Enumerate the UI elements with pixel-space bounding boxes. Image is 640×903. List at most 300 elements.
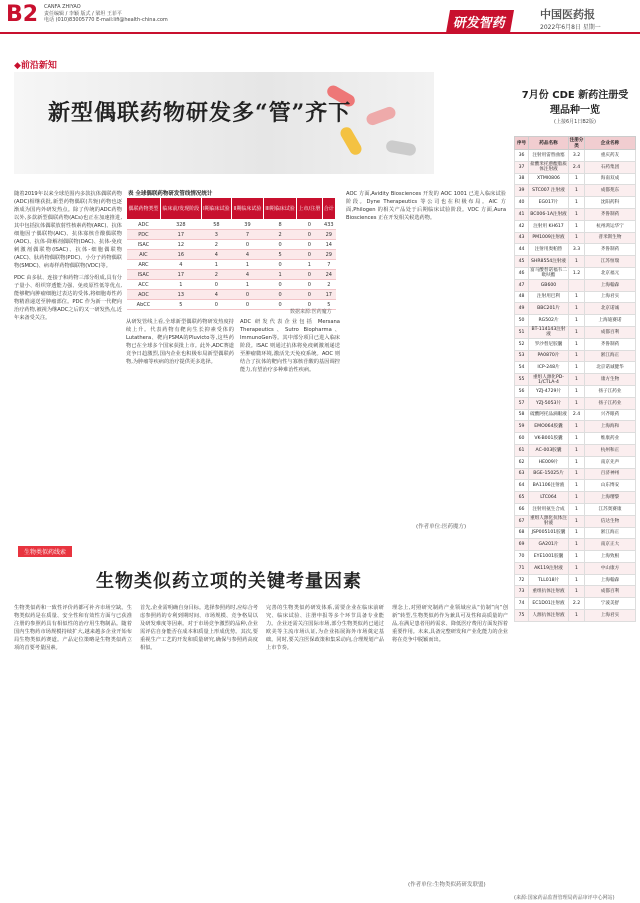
table-cell: 4 <box>160 260 201 270</box>
table-cell: 1 <box>569 291 585 303</box>
table-cell: SHR8554注射液 <box>529 256 569 268</box>
table-header: 药品名称 <box>529 137 569 150</box>
table-cell: 39 <box>232 220 264 230</box>
table-cell: 17 <box>160 270 201 280</box>
page-header <box>0 0 640 34</box>
table-cell: 浙江海正 <box>585 527 636 539</box>
table-row <box>515 586 636 598</box>
table-cell: 1 <box>569 610 585 622</box>
table-cell: PM1009注射液 <box>529 232 569 244</box>
table-cell: 41 <box>515 208 529 220</box>
table-cell: 7 <box>322 260 335 270</box>
table-cell: AbCC <box>127 300 161 310</box>
table-cell: 1 <box>569 562 585 574</box>
table-cell: 1 <box>569 515 585 527</box>
table-cell: EMO064胶囊 <box>529 421 569 433</box>
paragraph: 随着2019年以来全球范围内多款抗体偶联药物(ADC)相继获批,新型药物偶联(共轭)药物也逐渐成为国内外研发热点。除了传统的ADC药物以外,多款新型偶联药物(ACs)也正在加速推进,其中包括抗体偶联放射性核素药物(ARC)、抗体细胞因子偶联物(AIC)、抗体寡核苷酸偶联物(AOC)、抗体-降解剂偶联物(DAC)、抗体-免疫刺激剂偶联物(ISAC)、抗体-细胞偶联物(ACC)、肽药物偶联物(PDC)、小分子药物偶联物(SMDC)、病毒样药物偶联物(VDC)等。 <box>14 191 122 269</box>
page-number: B2 <box>6 2 39 27</box>
table-cell: 4 <box>232 250 264 260</box>
article-column-1: 生物类似药和一致性评价药都可补齐市场空缺。生物类似药是在质量、安全性和有效性方面与已获准注册的参照药具有相似性的治疗用生物制品。随着国内生物药市场规模持续扩大,越来越多企业开始布局生物类似药赛道。产品定位策略是生物类似药立项的首要考量因素。 <box>14 605 132 651</box>
pill-icon <box>365 105 397 127</box>
table-cell: 石药集团 <box>585 161 636 173</box>
table-header: I期临床试验 <box>201 198 231 220</box>
table-row <box>515 574 636 586</box>
table-title: 表 全球偶联药物研发管线情况统计 <box>128 191 213 197</box>
table-cell: 1 <box>569 551 585 563</box>
table-cell: 3.3 <box>569 244 585 256</box>
table-cell: VK-B001胶囊 <box>529 433 569 445</box>
table-cell: 上海君实 <box>585 291 636 303</box>
table-cell: 1 <box>201 260 231 270</box>
table-header: 注册分类 <box>569 138 584 149</box>
table-cell: EYE1001胶囊 <box>529 551 569 563</box>
table-row <box>515 610 636 622</box>
table-cell: 1 <box>569 456 585 468</box>
table-cell: 注射用氨生合成 <box>529 503 569 515</box>
table-cell: EG017片 <box>529 197 569 209</box>
table-cell: 0 <box>263 260 296 270</box>
table-cell: AIC <box>127 250 161 260</box>
table-row <box>515 279 636 291</box>
table-cell: 38 <box>515 173 529 185</box>
table-row <box>127 260 336 270</box>
table-cell: 62 <box>515 456 529 468</box>
table-cell: 海南双成 <box>585 173 636 185</box>
table-cell: 5 <box>322 300 335 310</box>
table-cell: 50 <box>515 315 529 327</box>
table-row <box>127 250 336 260</box>
table-cell: 信达生物 <box>585 515 636 527</box>
table-cell: XTMI0806 <box>529 173 569 185</box>
article-headline: 新型偶联药物研发多“管”齐下 <box>48 100 352 126</box>
table-row <box>515 185 636 197</box>
table-header: III期临床试验 <box>263 198 296 220</box>
table-cell: 上海翰森 <box>585 574 636 586</box>
table-row <box>515 256 636 268</box>
table-cell: 1 <box>569 197 585 209</box>
table-row <box>515 291 636 303</box>
table-cell: 北京福元 <box>585 267 636 279</box>
table-cell: 0 <box>263 240 296 250</box>
table-cell: 0 <box>232 290 264 300</box>
table-cell: 2.2 <box>569 598 585 610</box>
table-cell: 433 <box>324 221 334 228</box>
column-tag: 生物类似药线索 <box>18 546 72 557</box>
table-cell: 1 <box>569 421 585 433</box>
table-cell: 扬子江药业 <box>585 397 636 409</box>
table-cell: 1 <box>569 220 585 232</box>
table-cell: 重组人源化抗体注射液 <box>530 516 567 527</box>
table-cell: 重组抗体注射液 <box>529 586 569 598</box>
table-cell: 1 <box>569 468 585 480</box>
table-row <box>515 480 636 492</box>
table-cell: 1 <box>569 315 585 327</box>
table-row <box>127 280 336 290</box>
table-cell: 68 <box>515 527 529 539</box>
table-cell: 2.4 <box>569 161 585 173</box>
table-cell: 注射用 KH617 <box>529 220 569 232</box>
table-source: 数据来源:医药魔方 <box>290 309 332 315</box>
table-cell: 1 <box>569 527 585 539</box>
table-cell: 1 <box>160 280 201 290</box>
table-cell: 0 <box>232 300 264 310</box>
table-header: II期临床试验 <box>232 198 264 220</box>
table-cell: 1.2 <box>569 267 585 279</box>
table-cell: AOC <box>127 290 161 300</box>
table-cell: ICP-248片 <box>529 362 569 374</box>
table-row <box>515 551 636 563</box>
table-row <box>515 197 636 209</box>
table-cell: 1 <box>569 503 585 515</box>
table-cell: 1 <box>569 173 585 185</box>
table-row <box>515 562 636 574</box>
table-cell: ISAC <box>127 240 161 250</box>
table-row <box>127 240 336 250</box>
table-cell: 扬子江药业 <box>585 385 636 397</box>
table-cell: YZJ-4729片 <box>529 385 569 397</box>
table-cell: 注射用雷替曲塞 <box>529 150 569 162</box>
table-cell: 2 <box>263 230 296 240</box>
table-cell: 1 <box>569 539 585 551</box>
table-cell: 宁波美舒 <box>585 598 636 610</box>
table-cell: 47 <box>515 279 529 291</box>
table-header: 企业名称 <box>585 137 636 150</box>
author-note: (作者单位:生物类似药研发联盟) <box>408 882 486 888</box>
table-cell: 中山康方 <box>585 562 636 574</box>
table-cell: 普米斯生物 <box>585 232 636 244</box>
section-tag: 研发智药 <box>446 10 514 33</box>
table-cell: 1 <box>569 385 585 397</box>
table-cell: 盐酸米托蒽醌脂质体注射液 <box>530 162 567 173</box>
table-cell: 0 <box>263 300 296 310</box>
table-row <box>515 338 636 350</box>
header-info-line: 责任编辑 / 李颖 版式 / 梁坦 王菲平 <box>44 10 122 17</box>
table-cell: 64 <box>515 480 529 492</box>
table-row <box>515 173 636 185</box>
table-cell: 杭州鸿运华宁 <box>585 220 636 232</box>
table-cell: 36 <box>515 150 529 162</box>
table-cell: 1 <box>569 480 585 492</box>
table-cell: 0 <box>201 300 231 310</box>
table-cell: 重庆药友 <box>585 150 636 162</box>
table-cell: 成都百利 <box>585 586 636 598</box>
author-note: (作者单位:医药魔方) <box>416 524 467 530</box>
table-cell: ADC <box>127 220 161 230</box>
table-cell: 1 <box>569 350 585 362</box>
table-cell: 5 <box>160 300 201 310</box>
table-cell: 54 <box>515 362 529 374</box>
table-cell: 兴齐眼药 <box>585 409 636 421</box>
table-cell: 百济神州 <box>585 468 636 480</box>
table-cell: 24 <box>322 270 335 280</box>
table-cell: 0 <box>201 280 231 290</box>
table-cell: 1 <box>569 397 585 409</box>
table-row <box>515 220 636 232</box>
table-cell: 0 <box>232 240 264 250</box>
table-cell: 0 <box>297 240 322 250</box>
table-row <box>515 421 636 433</box>
table-cell: JSP005101胶囊 <box>529 527 569 539</box>
table-cell: 齐鲁制药 <box>585 244 636 256</box>
table-row <box>515 350 636 362</box>
table-cell: BBC201片 <box>529 303 569 315</box>
table-row <box>515 539 636 551</box>
pill-icon <box>385 139 417 156</box>
article-column-3: ADC 研发代表企业包括 Mersana Therapeutics、Sutro Biopharma、ImmunoGen等。其中部分项目已进入临床阶段。ISAC 则通过抗体将免疫刺激剂递送至肿瘤微环境,激活先天免疫系统。AOC 则结合了抗体的靶向性与寡核苷酸的基因调控能力,有望治疗多种难治性疾病。 <box>240 319 340 373</box>
table-cell: 1 <box>569 232 585 244</box>
sidebar-title: 7月份 CDE 新药注册受理品种一览 <box>521 90 629 116</box>
article-column-2: 从研发管线上看,全球新型偶联药物研发热度持续上升。代表药物有靶向生长抑素受体的Lutathera、靶向PSMA的Pluvicto等,这些药物已在全球多个国家获批上市。此外,ADC赛道竞争日趋激烈,国内企业也积极布局新型偶联药物,为肿瘤等疾病的治疗提供更多选择。 <box>126 319 234 365</box>
table-cell: 67 <box>515 515 529 527</box>
table-cell: 72 <box>515 574 529 586</box>
table-cell: 59 <box>515 421 529 433</box>
article-column-4: 理念上,对照研究制药产业领域应从“仿制”向“创新”转型,生物类似药作为兼具可及性和高质量的产品,在满足患者用药需求、降低医疗费用方面发挥着重要作用。未来,具备完整研发和产业化能力的企业将在竞争中脱颖而出。 <box>392 605 508 643</box>
table-header: 临床前/发现阶段 <box>160 198 201 220</box>
table-cell: 58 <box>201 220 231 230</box>
table-cell: 维康药业 <box>585 433 636 445</box>
table-cell: YZJ-5053片 <box>529 397 569 409</box>
table-cell: 44 <box>515 244 529 256</box>
table-cell: 53 <box>515 350 529 362</box>
table-cell: 1 <box>569 256 585 268</box>
table-cell: 南京正大 <box>585 539 636 551</box>
table-cell: 罗沙替尼胶囊 <box>529 338 569 350</box>
registration-table <box>514 136 636 622</box>
article-column-4: AOC 方面,Avidity Biosciences 开发的 AOC 1001 已进入临床试验阶段。Dyne Therapeutics 等公司也在积极布局。AIC 方面,Philogen 的相关产品处于后期临床试验阶段。VDC 方面,Aura Biosciences 正在开发相关候选药物。 <box>346 191 506 221</box>
column-tag: ◆前沿新知 <box>14 61 57 71</box>
table-cell: RG502片 <box>529 315 569 327</box>
table-row <box>515 433 636 445</box>
table-cell: 71 <box>515 562 529 574</box>
pill-icon <box>338 125 363 157</box>
table-cell: 1 <box>232 260 264 270</box>
table-cell: 1 <box>569 444 585 456</box>
table-cell: 北京诺诚 <box>585 303 636 315</box>
table-cell: 沈阳药科 <box>585 197 636 209</box>
table-cell: BA1106注射液 <box>529 480 569 492</box>
table-cell: 58 <box>515 409 529 421</box>
table-row <box>127 270 336 280</box>
table-row <box>515 315 636 327</box>
table-cell: 61 <box>515 444 529 456</box>
header-info-line: 电话 (010)83005770 E-mail:lifi@health-china.com <box>44 17 168 23</box>
table-cell: 南京先声 <box>585 456 636 468</box>
table-cell: 66 <box>515 503 529 515</box>
table-cell: 1 <box>569 574 585 586</box>
table-row <box>515 492 636 504</box>
table-cell: 3.2 <box>569 150 585 162</box>
article-column-2: 首先,企业需明确自身目标。选择参照药时,应综合考虑参照药的专利到期时间、市场规模、竞争格局以及研发难度等因素。对于市场竞争激烈的品种,企业需评估自身能否在成本和质量上形成优势。其次,要重视生产工艺的开发和质量研究,确保与参照药高度相似。 <box>140 605 258 651</box>
table-cell: 75 <box>515 610 529 622</box>
table-cell: GA201片 <box>529 539 569 551</box>
table-cell: 45 <box>515 256 529 268</box>
table-cell: 1 <box>569 492 585 504</box>
table-row <box>515 515 636 527</box>
table-cell: 1 <box>569 208 585 220</box>
table-cell: 73 <box>515 586 529 598</box>
table-row <box>127 220 336 230</box>
table-header: 合计 <box>322 198 335 220</box>
table-cell: 56 <box>515 385 529 397</box>
table-cell: 60 <box>515 433 529 445</box>
table-cell: 13 <box>160 290 201 300</box>
table-cell: 0 <box>297 270 322 280</box>
sidebar-source: (来源:国家药品监督管理局药品审评中心网站) <box>514 895 615 901</box>
header-info <box>44 4 168 24</box>
article-headline: 生物类似药立项的关键考量因素 <box>96 571 362 592</box>
table-row <box>515 385 636 397</box>
table-cell: 重组人源化PD-1/CTLA-4 <box>529 374 569 386</box>
table-cell: 3 <box>201 230 231 240</box>
table-cell: 注射用奥帕替 <box>529 244 569 256</box>
table-cell: AC-003胶囊 <box>529 444 569 456</box>
table-cell: 富马酸替诺福韦二吡呋酯 <box>530 268 567 279</box>
issue-date: 2022年6月8日 星期一 <box>540 24 601 31</box>
table-cell: 0 <box>297 290 322 300</box>
table-cell: 成都苑东 <box>585 185 636 197</box>
table-cell: 1 <box>232 280 264 290</box>
header-info-line: CANFA ZHIYAO <box>44 4 81 10</box>
table-cell: 上海君实 <box>585 610 636 622</box>
table-cell: 2 <box>201 270 231 280</box>
table-cell: 1 <box>263 270 296 280</box>
table-cell: 硫酸阿托品滴眼液 <box>529 409 569 421</box>
table-cell: 328 <box>160 220 201 230</box>
table-cell: 1 <box>569 362 585 374</box>
table-header: 偶联药物类型 <box>127 198 161 220</box>
table-cell: 57 <box>515 397 529 409</box>
table-cell: 0 <box>297 250 322 260</box>
table-cell: 65 <box>515 492 529 504</box>
table-cell: 52 <box>515 338 529 350</box>
table-cell: BC006-1A注射液 <box>529 208 569 220</box>
table-cell: 浙江海正 <box>585 350 636 362</box>
table-cell: 上海海和 <box>585 421 636 433</box>
table-cell: HE009片 <box>529 456 569 468</box>
table-row <box>515 362 636 374</box>
table-cell: 70 <box>515 551 529 563</box>
table-row <box>515 409 636 421</box>
table-header: 序号 <box>515 137 529 150</box>
table-cell: 成都百利 <box>585 326 636 338</box>
table-row <box>515 208 636 220</box>
pipeline-table <box>126 197 336 310</box>
table-cell: 55 <box>515 374 529 386</box>
table-cell: EC1D01注射液 <box>529 598 569 610</box>
table-cell: AK119注射液 <box>529 562 569 574</box>
table-cell: 43 <box>515 232 529 244</box>
table-cell: 上海迪赛诺 <box>585 315 636 327</box>
table-cell: PA0870片 <box>529 350 569 362</box>
table-cell: 4 <box>201 290 231 300</box>
table-row <box>515 444 636 456</box>
table-cell: 17 <box>322 290 335 300</box>
table-cell: PDC <box>127 230 161 240</box>
paragraph: PDC 由多肽、连接子和药物三部分组成,具有分子量小、组织穿透能力强、免疫原性低等优点,能够靶向肿瘤细胞过表达的受体,将细胞毒性药物精准递送至肿瘤部位。PDC 作为新一代靶向治疗药物,被视为继ADC之后的又一研发热点,近年来备受关注。 <box>14 275 122 321</box>
table-cell: 29 <box>322 250 335 260</box>
table-cell: ACC <box>127 280 161 290</box>
table-cell: 注射用巴利 <box>529 291 569 303</box>
table-row <box>515 503 636 515</box>
table-cell: ARC <box>127 260 161 270</box>
table-cell: ISAC <box>127 270 161 280</box>
table-row <box>515 326 636 338</box>
table-row <box>515 374 636 386</box>
table-row <box>515 267 636 279</box>
table-cell: 51 <box>515 326 529 338</box>
table-cell: BGE-15025片 <box>529 468 569 480</box>
table-cell: 49 <box>515 303 529 315</box>
table-cell: 江苏奥赛康 <box>585 503 636 515</box>
table-cell: 0 <box>263 290 296 300</box>
table-cell: 7 <box>232 230 264 240</box>
table-row <box>515 456 636 468</box>
table-cell: STC007 注射液 <box>529 185 569 197</box>
table-row <box>515 527 636 539</box>
table-cell: 1 <box>569 433 585 445</box>
table-cell: 4 <box>232 270 264 280</box>
article-column-1 <box>14 190 122 530</box>
table-cell: 0 <box>297 230 322 240</box>
table-cell: 8 <box>263 220 296 230</box>
table-cell: 2.4 <box>569 409 585 421</box>
table-cell: 4 <box>201 250 231 260</box>
table-row <box>515 468 636 480</box>
table-cell: 12 <box>160 240 201 250</box>
table-cell: 37 <box>515 161 529 173</box>
table-cell: 2 <box>201 240 231 250</box>
table-cell: 0 <box>297 300 322 310</box>
table-cell: 1 <box>569 586 585 598</box>
table-cell: 17 <box>160 230 201 240</box>
table-cell: GB600 <box>529 279 569 291</box>
table-header: 上市/注册 <box>297 198 322 220</box>
table-cell <box>569 279 585 291</box>
table-cell: 46 <box>515 267 529 279</box>
table-cell: 1 <box>569 185 585 197</box>
table-cell: 1 <box>569 303 585 315</box>
article-column-3: 完善的生物类似药研发体系,需要企业在临床前研究、临床试验、注册申报等多个环节具备专业能力。企业还需关注国际市场,部分生物类似药已通过欧美等主流市场认证,为企业拓展海外市场奠定基础。同时,要关注医保政策和集采动向,合理规划产品上市节奏。 <box>266 605 384 651</box>
table-row <box>515 244 636 256</box>
table-cell: 16 <box>160 250 201 260</box>
table-cell: 1 <box>569 326 585 338</box>
table-cell: 1 <box>569 374 585 386</box>
table-cell: 北京诺诚健华 <box>585 362 636 374</box>
table-cell: 0 <box>263 280 296 290</box>
table-row <box>515 232 636 244</box>
table-cell: 48 <box>515 291 529 303</box>
table-row <box>515 397 636 409</box>
table-cell: TLL018片 <box>529 574 569 586</box>
table-cell: 2 <box>322 280 335 290</box>
table-cell: 29 <box>322 230 335 240</box>
table-cell: 齐鲁制药 <box>585 208 636 220</box>
table-cell: 1 <box>569 338 585 350</box>
newspaper-name: 中国医药报 <box>540 8 595 21</box>
sidebar-date: (上接6月1日B2版) <box>554 119 596 125</box>
table-cell: 1 <box>297 260 322 270</box>
table-cell: 上海璎黎 <box>585 492 636 504</box>
table-row <box>515 150 636 162</box>
table-cell: 山东博安 <box>585 480 636 492</box>
table-cell: 39 <box>515 185 529 197</box>
table-cell: 63 <box>515 468 529 480</box>
table-cell: 上海翰森 <box>585 279 636 291</box>
table-cell: 齐鲁制药 <box>585 338 636 350</box>
table-row <box>515 598 636 610</box>
table-cell: 康方生物 <box>585 374 636 386</box>
table-cell: 人源抗体注射液 <box>529 610 569 622</box>
